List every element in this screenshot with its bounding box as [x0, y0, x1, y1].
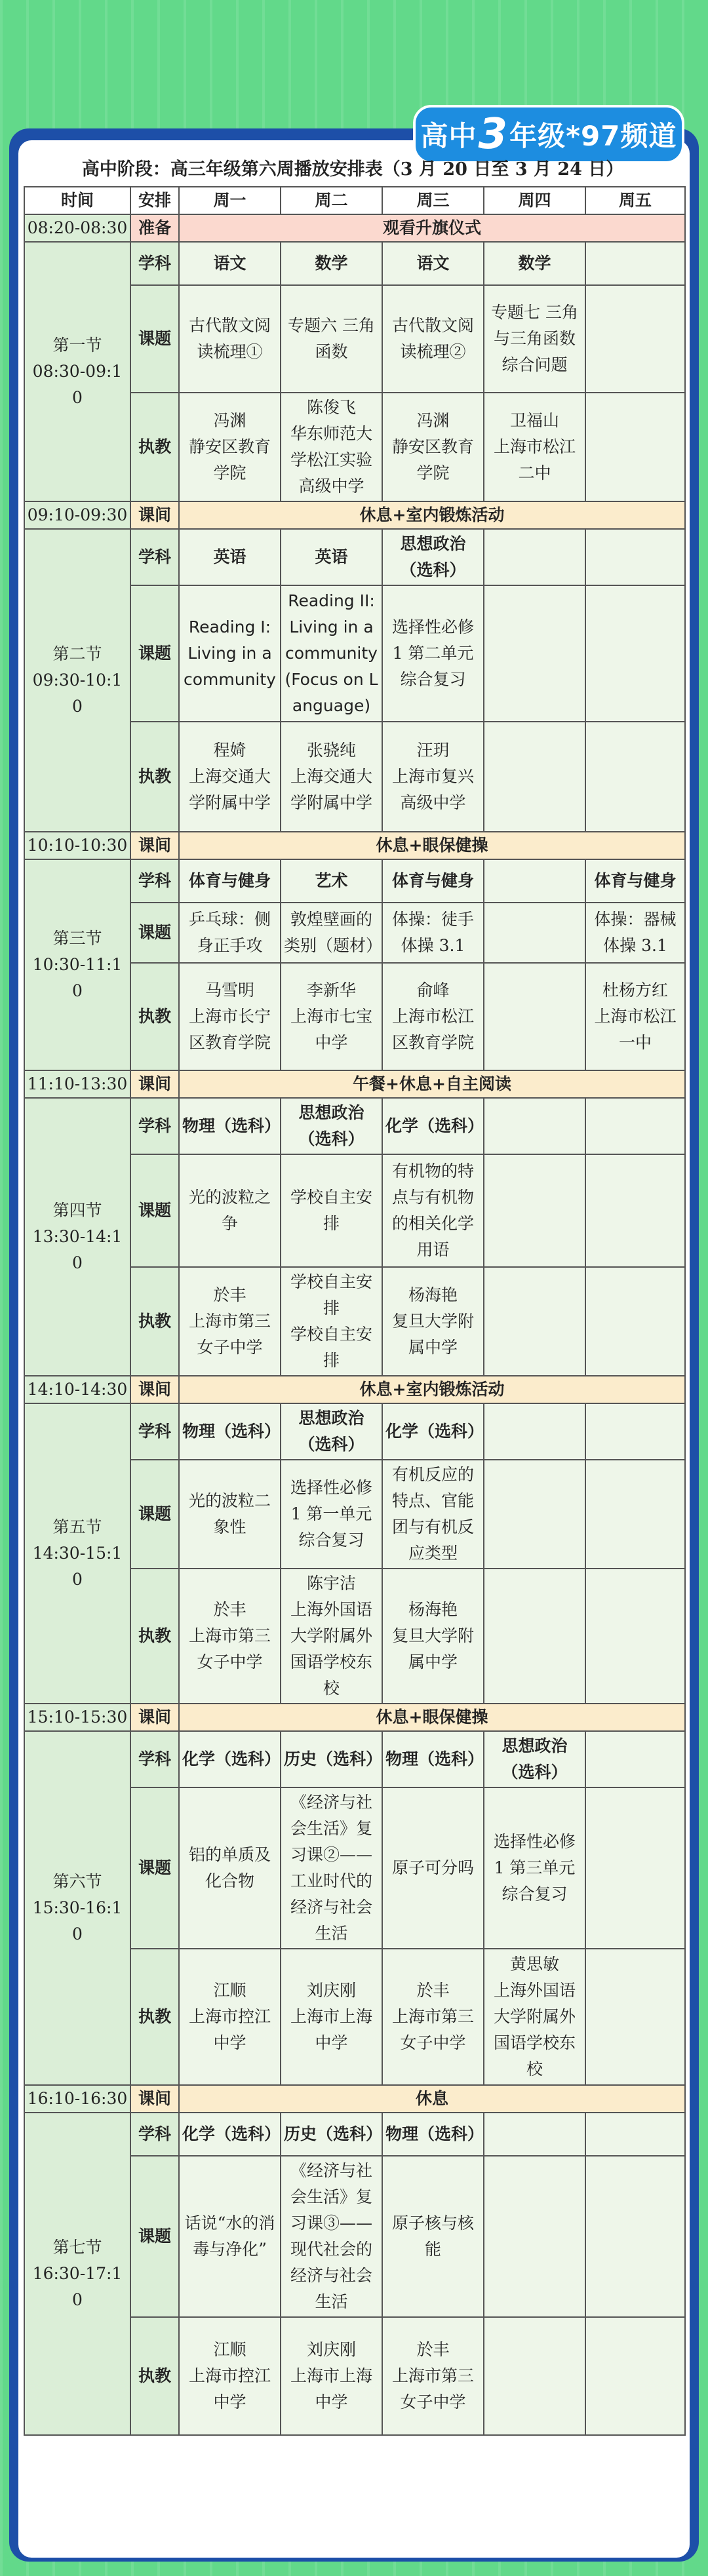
period-name: 第六节	[52, 1872, 102, 1891]
lesson-row-label: 课题	[130, 285, 179, 393]
teacher-cell	[281, 1949, 382, 2085]
teacher-name: 刘庆刚	[306, 1981, 356, 2000]
teacher-cell	[585, 393, 685, 501]
teacher-school: 上海市控江中学	[188, 2007, 271, 2052]
lesson-cell: 选择性必修 1 第一单元综合复习	[281, 1460, 382, 1569]
lesson-row-label: 课题	[130, 1154, 179, 1267]
period-time: 16:30-17:10	[32, 2264, 123, 2309]
period-time: 14:30-15:10	[32, 1544, 123, 1589]
subject-cell: 物理（选科）	[382, 2113, 484, 2156]
subject-cell: 物理（选科）	[179, 1098, 281, 1154]
header-cell: 周二	[281, 187, 382, 214]
lesson-cell	[484, 2156, 585, 2317]
lesson-cell: 敦煌壁画的类别（题材）	[281, 903, 382, 963]
subject-cell: 化学（选科）	[382, 1403, 484, 1460]
break-activity: 休息+眼保健操	[179, 832, 685, 859]
subject-cell: 化学（选科）	[382, 1098, 484, 1154]
teacher-name: 汪玥	[416, 741, 450, 760]
break-time: 15:10-15:30	[24, 1704, 130, 1731]
subject-cell	[484, 1403, 585, 1460]
subject-cell: 体育与健身	[179, 859, 281, 903]
break-time: 11:10-13:30	[24, 1070, 130, 1098]
teacher-name: 江顺	[213, 2340, 246, 2359]
break-time: 09:10-09:30	[24, 501, 130, 529]
subject-cell	[585, 529, 685, 585]
teacher-cell	[382, 1569, 484, 1704]
header-cell: 周四	[484, 187, 585, 214]
subject-cell	[585, 2113, 685, 2156]
teacher-cell	[179, 2317, 281, 2435]
teacher-school: 复旦大学附属中学	[391, 1312, 474, 1357]
break-label: 课间	[130, 1376, 179, 1403]
lesson-cell	[484, 585, 585, 722]
teacher-cell	[585, 2317, 685, 2435]
header-cell: 时间	[24, 187, 130, 214]
teacher-row-label: 执教	[130, 722, 179, 832]
lesson-cell: 有机物的特点与有机物的相关化学用语	[382, 1154, 484, 1267]
teacher-name: 学校自主安排	[290, 1272, 372, 1317]
period-label	[24, 2113, 130, 2435]
teacher-cell	[281, 393, 382, 501]
teacher-cell	[382, 722, 484, 832]
lesson-row-label: 课题	[130, 1787, 179, 1949]
teacher-name: 李新华	[306, 981, 356, 1000]
subject-row-label: 学科	[130, 529, 179, 585]
teacher-cell	[484, 1267, 585, 1376]
lesson-cell: 学校自主安排	[281, 1154, 382, 1267]
lesson-row-label: 课题	[130, 903, 179, 963]
break-label: 课间	[130, 1704, 179, 1731]
subject-cell	[484, 859, 585, 903]
page-title: 高中阶段：高三年级第六周播放安排表（3 月 20 日至 3 月 24 日）	[81, 159, 624, 180]
lesson-row-label: 课题	[130, 1460, 179, 1569]
break-time: 10:10-10:30	[24, 832, 130, 859]
lesson-cell	[484, 903, 585, 963]
teacher-name: 杨海艳	[408, 1600, 458, 1619]
teacher-cell	[281, 1267, 382, 1376]
period-time: 10:30-11:10	[32, 955, 123, 1000]
subject-cell: 英语	[281, 529, 382, 585]
teacher-school: 上海市第三女子中学	[391, 2007, 474, 2052]
period-name: 第三节	[52, 929, 102, 948]
teacher-cell	[585, 1267, 685, 1376]
subject-cell: 语文	[382, 242, 484, 285]
header-cell: 周五	[585, 187, 685, 214]
subject-cell	[585, 242, 685, 285]
subject-cell: 数学	[281, 242, 382, 285]
lesson-cell: 古代散文阅读梳理①	[179, 285, 281, 393]
subject-row-label: 学科	[130, 859, 179, 903]
subject-cell: 思想政治（选科）	[382, 529, 484, 585]
subject-row-label: 学科	[130, 242, 179, 285]
teacher-row-label: 执教	[130, 1569, 179, 1704]
teacher-cell	[484, 1569, 585, 1704]
subject-cell: 体育与健身	[585, 859, 685, 903]
teacher-cell	[382, 963, 484, 1070]
subject-row-label: 学科	[130, 2113, 179, 2156]
teacher-school: 上海市松江一中	[594, 1007, 677, 1052]
period-label	[24, 242, 130, 501]
lesson-cell	[585, 285, 685, 393]
period-name: 第一节	[52, 336, 102, 355]
teacher-row-label: 执教	[130, 1949, 179, 2085]
lesson-cell: 话说“水的消毒与净化”	[179, 2156, 281, 2317]
lesson-cell	[585, 2156, 685, 2317]
teacher-name: 江顺	[213, 1981, 246, 2000]
teacher-cell	[382, 1267, 484, 1376]
header-cell: 周三	[382, 187, 484, 214]
teacher-cell	[281, 722, 382, 832]
subject-cell: 思想政治（选科）	[281, 1403, 382, 1460]
teacher-name: 杜杨方红	[602, 981, 668, 1000]
subject-cell: 艺术	[281, 859, 382, 903]
lesson-cell: 《经济与社会生活》复习课②——工业时代的经济与社会生活	[281, 1787, 382, 1949]
period-name: 第四节	[52, 1201, 102, 1220]
lesson-cell: 原子可分吗	[382, 1787, 484, 1949]
prep-label: 准备	[130, 214, 179, 242]
teacher-row-label: 执教	[130, 963, 179, 1070]
lesson-cell: Reading II: Living in a community (Focus on Language)	[281, 585, 382, 722]
period-label	[24, 529, 130, 832]
teacher-school: 学校自主安排	[290, 1325, 372, 1370]
teacher-school: 复旦大学附属中学	[391, 1626, 474, 1671]
lesson-cell: 有机反应的特点、官能团与有机反应类型	[382, 1460, 484, 1569]
teacher-cell	[179, 1267, 281, 1376]
subject-cell: 思想政治（选科）	[281, 1098, 382, 1154]
lesson-cell: 选择性必修 1 第三单元综合复习	[484, 1787, 585, 1949]
teacher-cell	[484, 1949, 585, 2085]
teacher-school: 上海市复兴高级中学	[391, 767, 474, 812]
period-label	[24, 859, 130, 1070]
subject-cell: 物理（选科）	[382, 1731, 484, 1787]
lesson-cell: 光的波粒二象性	[179, 1460, 281, 1569]
subject-cell: 化学（选科）	[179, 1731, 281, 1787]
teacher-school: 上海市上海中学	[290, 2007, 372, 2052]
teacher-school: 上海外国语大学附属外国语学校东校	[493, 1981, 576, 2078]
teacher-name: 杨海艳	[408, 1285, 458, 1304]
teacher-name: 冯渊	[416, 411, 450, 430]
period-time: 15:30-16:10	[32, 1898, 123, 1943]
header-cell: 周一	[179, 187, 281, 214]
period-time: 13:30-14:10	[32, 1227, 123, 1272]
subject-cell: 思想政治（选科）	[484, 1731, 585, 1787]
badge-suffix: 年级*97频道	[509, 120, 677, 152]
teacher-school: 上海交通大学附属中学	[188, 767, 271, 812]
ceremony-time: 08:20-08:30	[24, 214, 130, 242]
teacher-cell	[585, 722, 685, 832]
subject-cell	[585, 1098, 685, 1154]
subject-cell	[585, 1403, 685, 1460]
period-name: 第二节	[52, 644, 102, 663]
teacher-school: 静安区教育学院	[188, 437, 271, 482]
subject-cell: 语文	[179, 242, 281, 285]
lesson-cell	[484, 1154, 585, 1267]
teacher-name: 程婍	[213, 741, 246, 760]
teacher-name: 於丰	[213, 1600, 246, 1619]
subject-row-label: 学科	[130, 1098, 179, 1154]
period-name: 第七节	[52, 2238, 102, 2257]
teacher-row-label: 执教	[130, 1267, 179, 1376]
teacher-school: 华东师范大学松江实验高级中学	[290, 424, 372, 496]
teacher-cell	[382, 2317, 484, 2435]
teacher-name: 陈俊飞	[306, 398, 356, 417]
teacher-name: 刘庆刚	[306, 2340, 356, 2359]
subject-cell: 历史（选科）	[281, 1731, 382, 1787]
teacher-name: 陈宇洁	[306, 1574, 356, 1593]
teacher-cell	[281, 1569, 382, 1704]
teacher-row-label: 执教	[130, 2317, 179, 2435]
teacher-cell	[484, 963, 585, 1070]
lesson-cell: 体操：器械体操 3.1	[585, 903, 685, 963]
lesson-cell: 原子核与核能	[382, 2156, 484, 2317]
teacher-cell	[179, 1949, 281, 2085]
lesson-cell: Reading I: Living in a community	[179, 585, 281, 722]
teacher-school: 上海市第三女子中学	[391, 2366, 474, 2411]
teacher-name: 卫福山	[509, 411, 559, 430]
lesson-cell	[585, 585, 685, 722]
break-activity: 休息+室内锻炼活动	[179, 1376, 685, 1403]
period-label	[24, 1731, 130, 2085]
lesson-cell	[585, 1460, 685, 1569]
teacher-cell	[484, 2317, 585, 2435]
teacher-name: 黄思敏	[509, 1955, 559, 1974]
lesson-cell	[585, 1154, 685, 1267]
period-time: 09:30-10:10	[32, 671, 123, 716]
subject-cell	[585, 1731, 685, 1787]
teacher-cell	[281, 963, 382, 1070]
teacher-cell	[179, 393, 281, 501]
subject-cell	[484, 1098, 585, 1154]
subject-cell: 体育与健身	[382, 859, 484, 903]
teacher-cell	[179, 1569, 281, 1704]
header-cell: 安排	[130, 187, 179, 214]
subject-row-label: 学科	[130, 1403, 179, 1460]
lesson-cell	[585, 1787, 685, 1949]
teacher-cell	[585, 963, 685, 1070]
break-label: 课间	[130, 832, 179, 859]
subject-cell	[484, 2113, 585, 2156]
teacher-cell	[179, 963, 281, 1070]
break-activity: 休息+眼保健操	[179, 1704, 685, 1731]
subject-cell	[484, 529, 585, 585]
teacher-school: 上海市松江区教育学院	[391, 1007, 474, 1052]
break-activity: 休息	[179, 2085, 685, 2113]
teacher-cell	[484, 393, 585, 501]
teacher-school: 上海市七宝中学	[290, 1007, 372, 1052]
lesson-cell: 铝的单质及化合物	[179, 1787, 281, 1949]
period-name: 第五节	[52, 1517, 102, 1536]
lesson-cell: 体操：徒手体操 3.1	[382, 903, 484, 963]
lesson-cell	[484, 1460, 585, 1569]
ceremony-text: 观看升旗仪式	[179, 214, 685, 242]
teacher-cell	[382, 393, 484, 501]
break-label: 课间	[130, 2085, 179, 2113]
badge-grade: 3	[478, 110, 509, 159]
break-time: 16:10-16:30	[24, 2085, 130, 2113]
subject-cell: 物理（选科）	[179, 1403, 281, 1460]
period-label	[24, 1098, 130, 1376]
period-label	[24, 1403, 130, 1704]
subject-cell: 历史（选科）	[281, 2113, 382, 2156]
lesson-row-label: 课题	[130, 2156, 179, 2317]
teacher-name: 张骁纯	[306, 741, 356, 760]
teacher-row-label: 执教	[130, 393, 179, 501]
teacher-school: 上海外国语大学附属外国语学校东校	[290, 1600, 372, 1698]
lesson-cell: 乒乓球：侧身正手攻	[179, 903, 281, 963]
break-time: 14:10-14:30	[24, 1376, 130, 1403]
lesson-cell: 专题六 三角函数	[281, 285, 382, 393]
teacher-school: 静安区教育学院	[391, 437, 474, 482]
break-label: 课间	[130, 501, 179, 529]
teacher-school: 上海市上海中学	[290, 2366, 372, 2411]
teacher-cell	[484, 722, 585, 832]
teacher-school: 上海交通大学附属中学	[290, 767, 372, 812]
subject-row-label: 学科	[130, 1731, 179, 1787]
lesson-cell: 古代散文阅读梳理②	[382, 285, 484, 393]
subject-cell: 英语	[179, 529, 281, 585]
lesson-cell: 专题七 三角与三角函数综合问题	[484, 285, 585, 393]
schedule-table	[24, 186, 686, 2436]
teacher-name: 俞峰	[416, 981, 450, 1000]
break-activity: 休息+室内锻炼活动	[179, 501, 685, 529]
lesson-cell: 《经济与社会生活》复习课③——现代社会的经济与社会生活	[281, 2156, 382, 2317]
teacher-cell	[382, 1949, 484, 2085]
teacher-school: 上海市第三女子中学	[188, 1312, 271, 1357]
teacher-name: 马雪明	[205, 981, 254, 1000]
teacher-cell	[585, 1569, 685, 1704]
period-time: 08:30-09:10	[32, 362, 123, 407]
teacher-cell	[585, 1949, 685, 2085]
teacher-school: 上海市长宁区教育学院	[188, 1007, 271, 1052]
lesson-cell: 光的波粒之争	[179, 1154, 281, 1267]
teacher-name: 冯渊	[213, 411, 246, 430]
teacher-name: 於丰	[213, 1285, 246, 1304]
teacher-name: 於丰	[416, 1981, 450, 2000]
break-activity: 午餐+休息+自主阅读	[179, 1070, 685, 1098]
teacher-school: 上海市控江中学	[188, 2366, 271, 2411]
teacher-name: 於丰	[416, 2340, 450, 2359]
teacher-cell	[281, 2317, 382, 2435]
lesson-row-label: 课题	[130, 585, 179, 722]
subject-cell: 化学（选科）	[179, 2113, 281, 2156]
subject-cell: 数学	[484, 242, 585, 285]
lesson-cell: 选择性必修 1 第二单元综合复习	[382, 585, 484, 722]
teacher-school: 上海市第三女子中学	[188, 1626, 271, 1671]
teacher-school: 上海市松江二中	[493, 437, 576, 482]
teacher-cell	[179, 722, 281, 832]
break-label: 课间	[130, 1070, 179, 1098]
badge-prefix: 高中	[420, 120, 477, 152]
